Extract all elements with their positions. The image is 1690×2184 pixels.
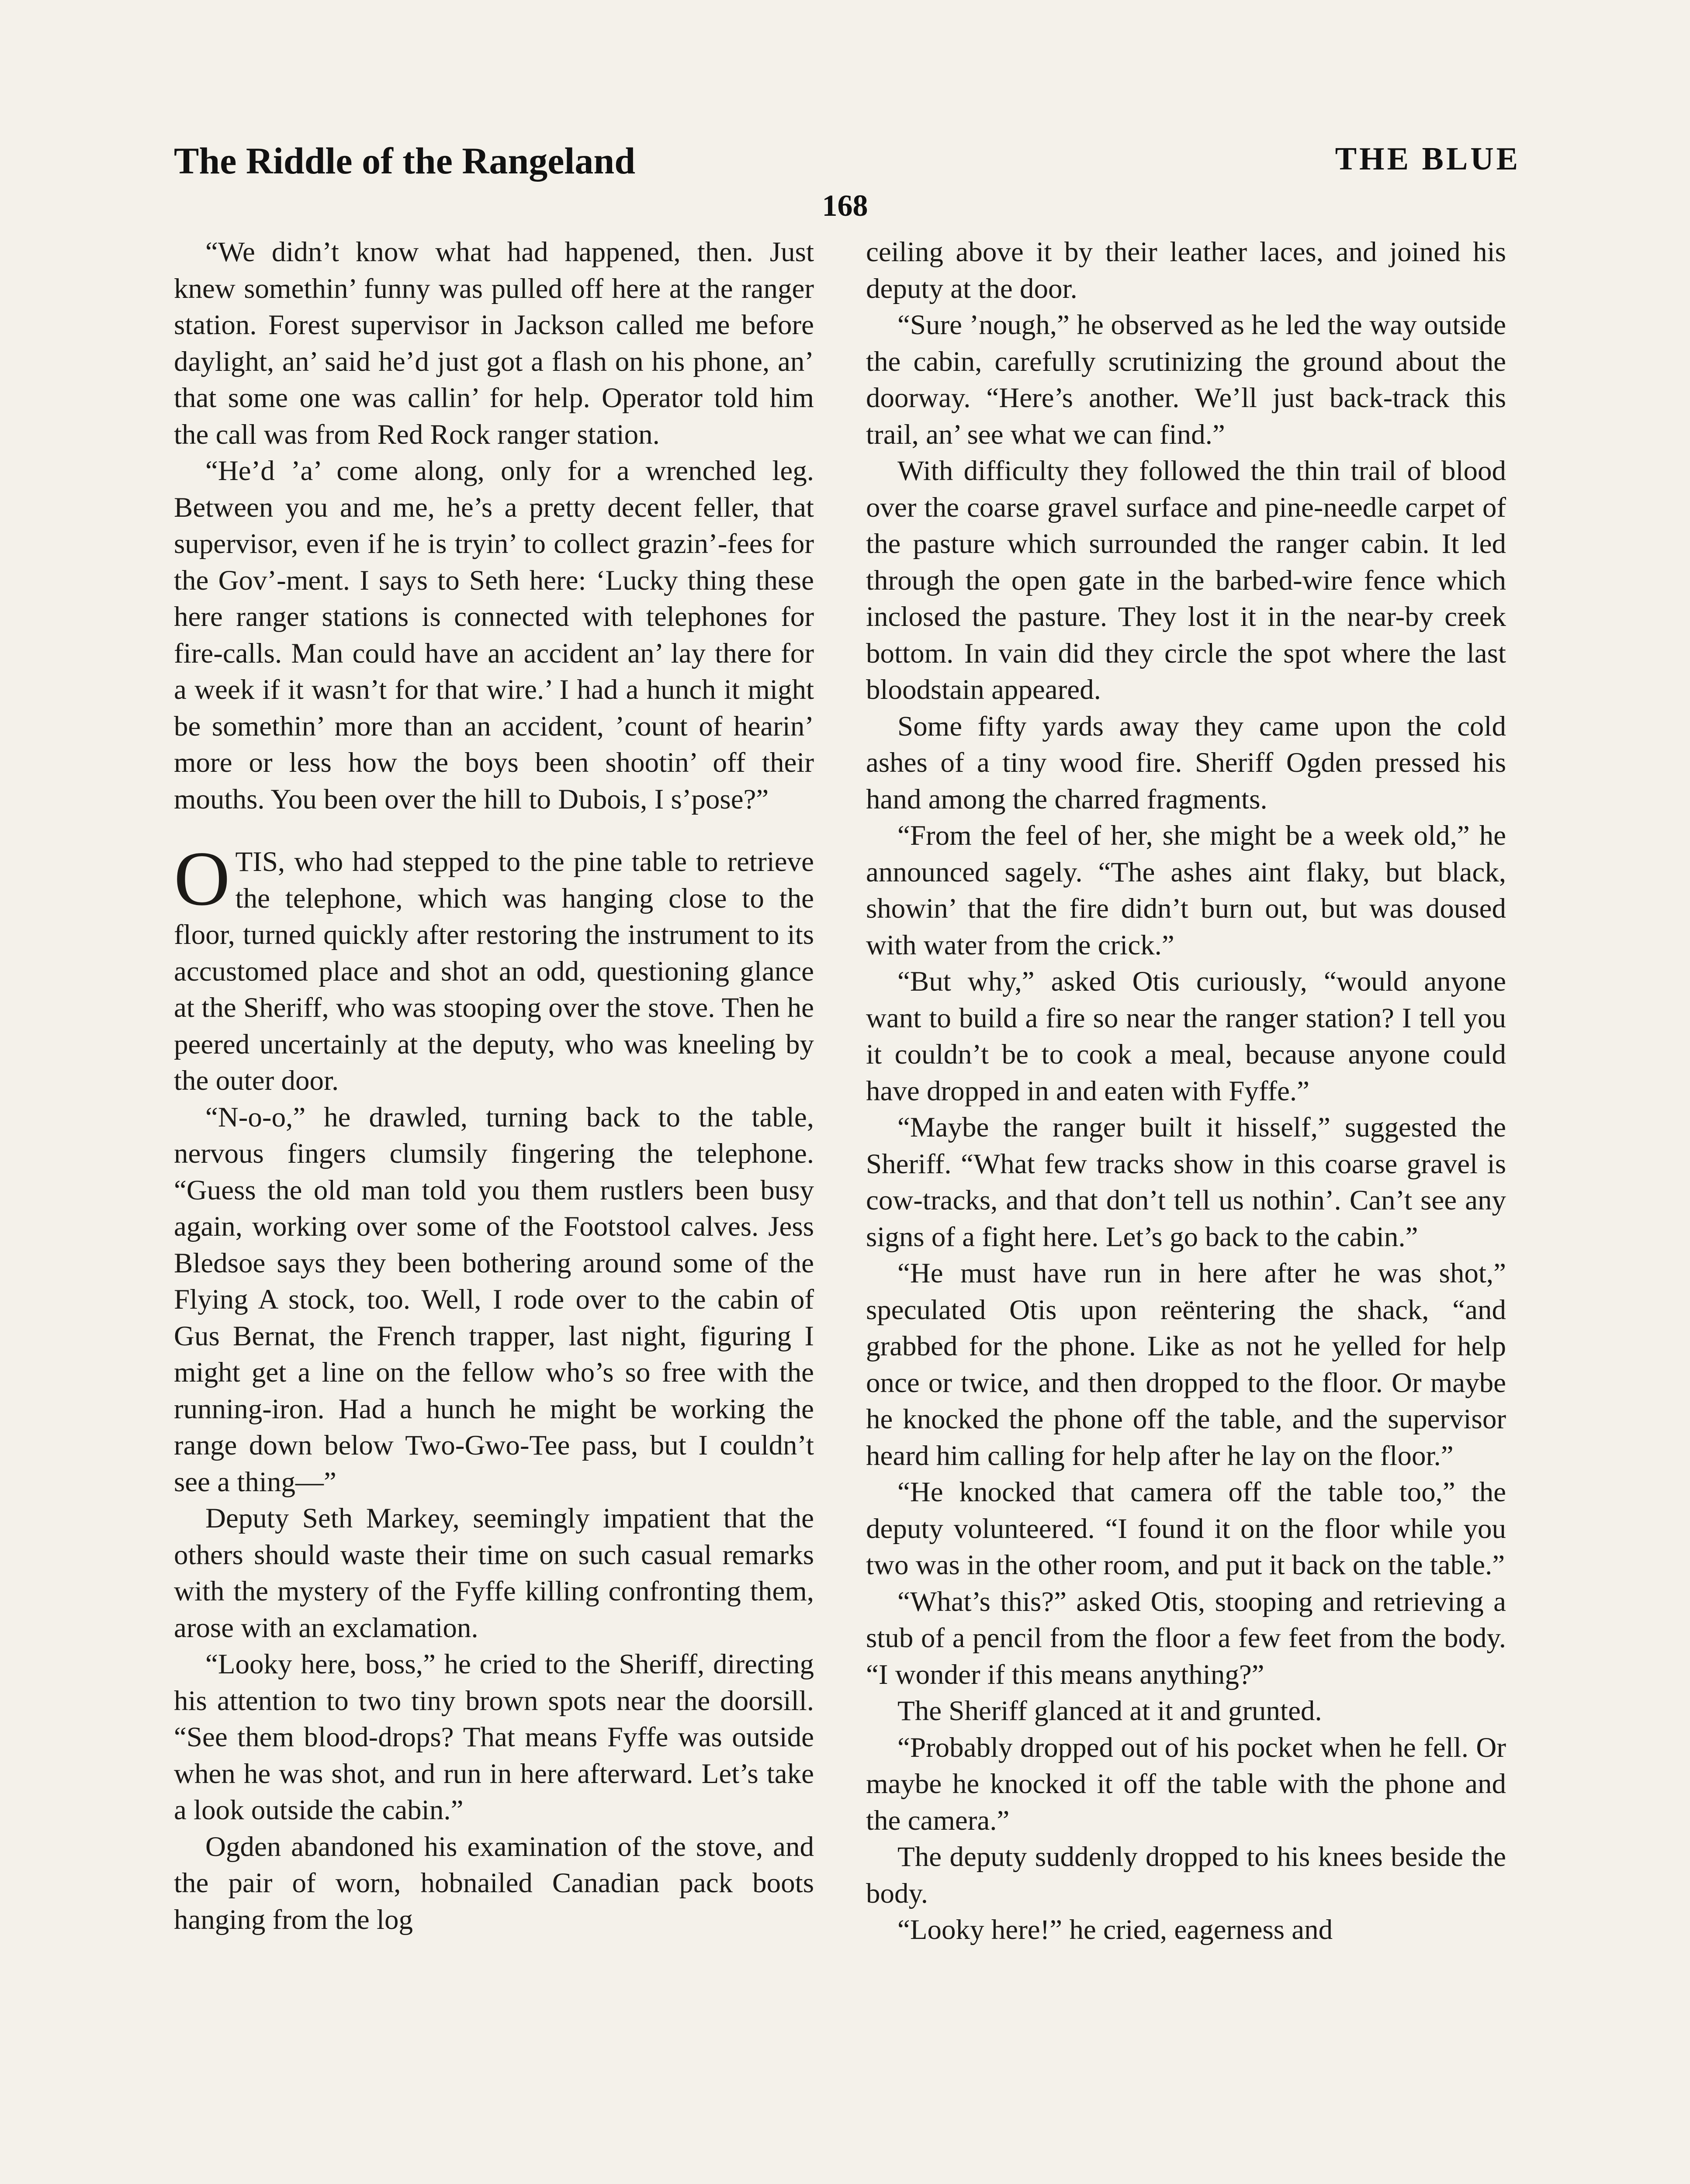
drop-cap: O: [174, 835, 230, 922]
paragraph: Some fifty yards away they came upon the cold ashes of a tiny wood fire. Sheriff Ogden pressed his hand among the charred fragments.: [866, 710, 1506, 815]
paragraph-text: TIS, who had stepped to the pine table to retrieve the telephone, which was hanging close to the floor, turned quickly after restoring the instrument to its accustomed place and shot an odd, questioning glance at the Sheriff, who was stooping over the stove. Then he peered uncertainly at the deputy, who was kneeling by the outer door.: [174, 846, 814, 1096]
paragraph: The deputy suddenly dropped to his knees beside the body.: [866, 1841, 1506, 1909]
paragraph: “Looky here, boss,” he cried to the Sheriff, directing his attention to two tiny brown spots near the doorsill. “See them blood-drops? That means Fyffe was outside when he was shot, and run in here afterward. Let’s take a look outside the cabin.”: [174, 1648, 814, 1826]
paragraph: “But why,” asked Otis curiously, “would anyone want to build a fire so near the ranger station? I tell you it couldn’t be to cook a meal, because anyone could have dropped in and eaten with Fyffe.”: [866, 966, 1506, 1107]
paragraph: Ogden abandoned his examination of the stove, and the pair of worn, hobnailed Canadian pack boots hanging from the log: [174, 1831, 814, 1935]
paragraph: “Probably dropped out of his pocket when he fell. Or maybe he knocked it off the table with the phone and the camera.”: [866, 1731, 1506, 1836]
paragraph: “From the feel of her, she might be a week old,” he announced sagely. “The ashes aint flaky, but black, showin’ that the fire didn’t burn out, but was doused with water from the crick.”: [866, 820, 1506, 961]
paragraph: “N-o-o,” he drawled, turning back to the table, nervous fingers clumsily fingering the telephone. “Guess the old man told you them rustlers been busy again, working over some of the Footstool calves. Jess Bledsoe says they been bothering around some of the Flying A stock, too. Well, I rode over to the cabin of Gus Bernat, the French trapper, last night, figuring I might get a line on the fellow who’s so free with the running-iron. Had a hunch he might be working the range down below Two-Gwo-Tee pass, but I couldn’t see a thing—”: [174, 1101, 814, 1498]
paragraph: “He must have run in here after he was shot,” speculated Otis upon reëntering the shack, “and grabbed for the phone. Like as not he yelled for help once or twice, and then dropped to the floor. Or maybe he knocked the phone off the table, and the supervisor heard him calling for help after he lay on the floor.”: [866, 1258, 1506, 1472]
paragraph: “He knocked that camera off the table too,” the deputy volunteered. “I found it on the floor while you two was in the other room, and put it back on the table.”: [866, 1476, 1506, 1581]
page-number: 168: [822, 189, 868, 223]
paragraph: Deputy Seth Markey, seemingly impatient that the others should waste their time on such casual remarks with the mystery of the Fyffe killing confronting them, arose with an exclamation.: [174, 1503, 814, 1644]
paragraph: The Sheriff glanced at it and grunted.: [897, 1695, 1322, 1727]
magazine-name: THE BLUE: [1335, 141, 1520, 177]
section-opening-paragraph: [174, 835, 814, 1099]
paragraph: “Looky here!” he cried, eagerness and: [897, 1914, 1333, 1946]
paragraph: “We didn’t know what had happened, then. Just knew somethin’ funny was pulled off here at the ranger station. Forest supervisor in Jackson called me before daylight, an’ said he’d just got a flash on his phone, an’ that some one was callin’ for help. Operator told him the call was from Red Rock ranger station.: [174, 236, 814, 450]
paragraph: ceiling above it by their leather laces, and joined his deputy at the door.: [866, 236, 1506, 304]
paragraph: With difficulty they followed the thin trail of blood over the coarse gravel surface and pine-needle carpet of the pasture which surrounded the ranger cabin. It led through the open gate in the barbed-wire fence which inclosed the pasture. They lost it in the near-by creek bottom. In vain did they circle the spot where the last bloodstain appeared.: [866, 455, 1506, 705]
paragraph: “Maybe the ranger built it hisself,” suggested the Sheriff. “What few tracks show in this coarse gravel is cow-tracks, and that don’t tell us nothin’. Can’t see any signs of a fight here. Let’s go back to the cabin.”: [866, 1112, 1506, 1253]
running-title: The Riddle of the Rangeland: [174, 140, 636, 182]
right-column: [866, 234, 1506, 1949]
left-column: [174, 234, 814, 1938]
paragraph: “He’d ’a’ come along, only for a wrenched leg. Between you and me, he’s a pretty decent feller, that supervisor, even if he is tryin’ to collect grazin’-fees for the Gov’-ment. I says to Seth here: ‘Lucky thing these here ranger stations is connected with telephones for fire-calls. Man could have an accident an’ lay there for a week if it wasn’t for that wire.’ I had a hunch it might be somethin’ more than an accident, ’count of hearin’ more or less how the boys been shootin’ off their mouths. You been over the hill to Dubois, I s’pose?”: [174, 455, 814, 815]
paragraph: “What’s this?” asked Otis, stooping and retrieving a stub of a pencil from the floor a few feet from the body. “I wonder if this means anything?”: [866, 1586, 1506, 1690]
paragraph: “Sure ’nough,” he observed as he led the way outside the cabin, carefully scrutinizing the ground about the doorway. “Here’s another. We’ll just back-track this trail, an’ see what we can find.”: [866, 309, 1506, 450]
